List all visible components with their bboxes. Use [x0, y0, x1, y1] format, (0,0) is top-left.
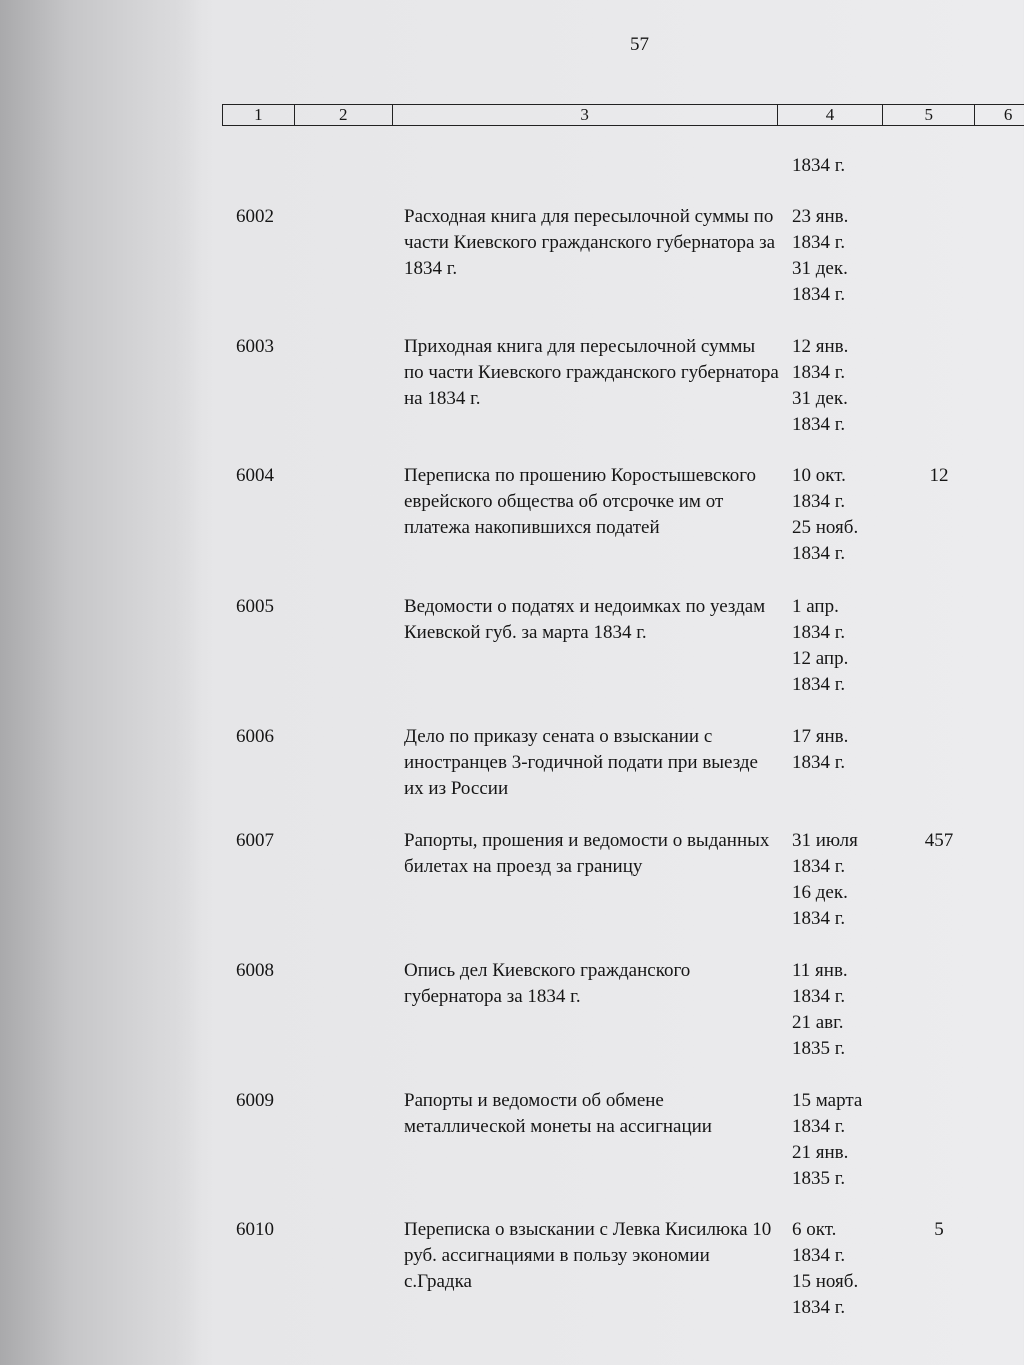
- record-date-line: 12 апр.: [792, 648, 849, 669]
- record-date-line: 25 нояб.: [792, 517, 859, 538]
- record-dates: [792, 724, 882, 776]
- record-date-line: 6 окт.: [792, 1219, 837, 1240]
- record-number: 6002: [236, 206, 274, 227]
- column-header-2: 2: [295, 105, 393, 125]
- record-dates: [792, 1088, 882, 1192]
- record-date-line: 1834 г.: [792, 674, 846, 695]
- record-date-line: 1835 г.: [792, 1168, 846, 1189]
- record-title: Рапорты, прошения и ведомости о выданных билетах на проезд за границу: [404, 830, 770, 877]
- record-sheets: 457: [924, 830, 954, 851]
- record-date-line: 21 янв.: [792, 1142, 849, 1163]
- record-date-line: 1834 г.: [792, 908, 846, 929]
- record-sheets: 12: [929, 465, 949, 486]
- record-date-line: 1834 г.: [792, 491, 846, 512]
- column-header-row: [222, 104, 1024, 126]
- record-number: 6006: [236, 726, 274, 747]
- record-title: Опись дел Киевского гражданского губернатора за 1834 г.: [404, 960, 691, 1007]
- record-date-line: 10 окт.: [792, 465, 846, 486]
- record-dates: [792, 828, 882, 932]
- record-date-line: 1834 г.: [792, 543, 846, 564]
- record-number: 6010: [236, 1219, 274, 1240]
- record-number: 6007: [236, 830, 274, 851]
- page-number: 57: [630, 34, 649, 55]
- record-date-line: 1 апр.: [792, 596, 839, 617]
- record-date-line: 1834 г.: [792, 856, 846, 877]
- record-date-line: 1834 г.: [792, 1297, 846, 1318]
- record-date-line: 11 янв.: [792, 960, 848, 981]
- record-date-line: 31 дек.: [792, 258, 848, 279]
- column-header-4: 4: [778, 105, 884, 125]
- record-number: 6003: [236, 336, 274, 357]
- record-title: Рапорты и ведомости об обмене металлической монеты на ассигнации: [404, 1090, 712, 1137]
- column-header-1: 1: [223, 105, 295, 125]
- record-date-line: 23 янв.: [792, 206, 849, 227]
- record-date-line: 1834 г.: [792, 284, 846, 305]
- record-dates: [792, 958, 882, 1062]
- record-number: 6008: [236, 960, 274, 981]
- record-title: Ведомости о податях и недоимках по уездам Киевской губ. за марта 1834 г.: [404, 596, 766, 643]
- record-date-line: 31 июля: [792, 830, 858, 851]
- record-date-line: 15 нояб.: [792, 1271, 859, 1292]
- column-header-6: 6: [1003, 105, 1013, 124]
- record-date-line: 1834 г.: [792, 1245, 846, 1266]
- record-date-line: 1835 г.: [792, 1038, 846, 1059]
- record-dates: [792, 1217, 882, 1321]
- record-date-line: 1834 г.: [792, 986, 846, 1007]
- record-date-line: 1834 г.: [792, 1116, 846, 1137]
- record-date-line: 16 дек.: [792, 882, 848, 903]
- record-date-line: 31 дек.: [792, 388, 848, 409]
- record-dates: [792, 334, 882, 438]
- record-date-line: 12 янв.: [792, 336, 849, 357]
- column-header-3: 3: [393, 105, 778, 125]
- record-date-line: 17 янв.: [792, 726, 849, 747]
- record-dates: [792, 204, 882, 308]
- record-date-line: 21 авг.: [792, 1012, 844, 1033]
- record-sheets: 5: [934, 1219, 944, 1240]
- record-title: Расходная книга для пересылочной суммы по части Киевского гражданского губернатора за 1834 г.: [404, 206, 776, 279]
- record-title: Приходная книга для пересылочной суммы по части Киевского гражданского губернатора на 1834 г.: [404, 336, 779, 409]
- carry-over-date: 1834 г.: [792, 155, 846, 176]
- record-dates: [792, 463, 882, 567]
- record-title: Переписка о взыскании с Левка Кисилюка 10 руб. ассигнациями в пользу экономии с.Градка: [404, 1219, 772, 1292]
- record-date-line: 1834 г.: [792, 622, 846, 643]
- record-date-line: 15 марта: [792, 1090, 863, 1111]
- record-date-line: 1834 г.: [792, 232, 846, 253]
- record-title: Дело по приказу сената о взыскании с иностранцев 3-годичной подати при выезде их из России: [404, 726, 758, 799]
- record-date-line: 1834 г.: [792, 414, 846, 435]
- record-title: Переписка по прошению Коростышевского еврейского общества об отсрочке им от платежа накопившихся податей: [404, 465, 757, 538]
- record-number: 6005: [236, 596, 274, 617]
- page-gutter-shadow: [0, 0, 200, 1365]
- record-number: 6004: [236, 465, 274, 486]
- record-dates: [792, 594, 882, 698]
- record-date-line: 1834 г.: [792, 752, 846, 773]
- record-date-line: 1834 г.: [792, 362, 846, 383]
- record-number: 6009: [236, 1090, 274, 1111]
- column-header-5: 5: [883, 105, 975, 125]
